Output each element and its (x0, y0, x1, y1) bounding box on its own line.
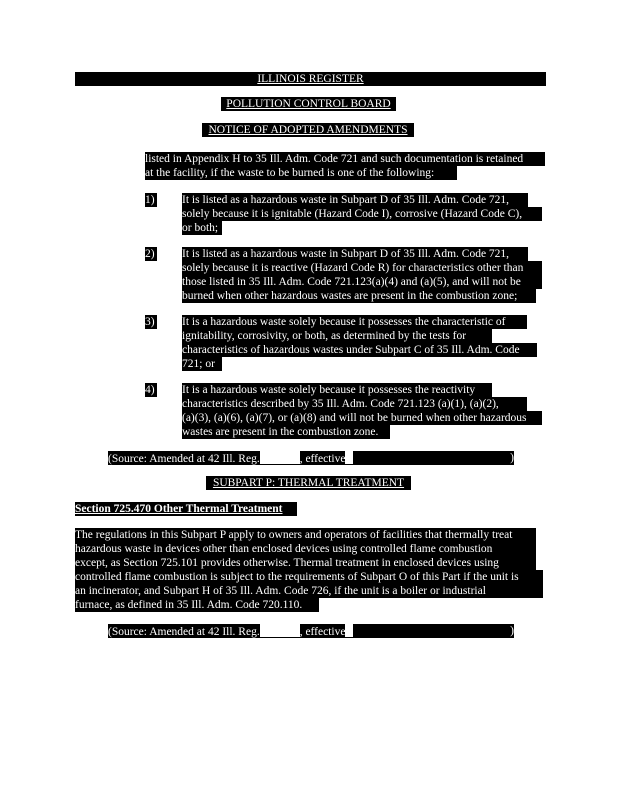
intro-line-2: at the facility, if the waste to be burned is one of the following: (145, 166, 457, 180)
source-middle: , effective (299, 626, 346, 638)
body-line-3: except, as Section 725.101 provides otherwise. Thermal treatment in enclosed devices using (75, 556, 536, 570)
board-header (221, 97, 396, 111)
section-heading: Section 725.470 Other Thermal Treatment (75, 502, 297, 516)
list-item-number: 1) (145, 193, 157, 207)
list-item-2-line-3: those listed in 35 Ill. Adm. Code 721.123(a)(4) and (a)(5), and will not be (182, 275, 542, 289)
register-title: ILLINOIS REGISTER (257, 73, 364, 85)
list-item-2-line-2: solely because it is reactive (Hazard Code R) for characteristics other than (182, 261, 542, 275)
list-item-1-line-1: It is listed as a hazardous waste in Subpart D of 35 Ill. Adm. Code 721, (182, 193, 528, 207)
list-item-3-line-1: It is a hazardous waste solely because it possesses the characteristic of (182, 315, 527, 329)
body-line-4: controlled flame combustion is subject to the requirements of Subpart O of this Part if the unit is (75, 570, 543, 584)
date-blank (260, 624, 300, 637)
body-line-2: hazardous waste in devices other than enclosed devices using controlled flame combustion (75, 542, 536, 556)
list-item-1-line-3: or both; (182, 221, 222, 235)
list-item-3-line-4: 721; or (182, 357, 222, 371)
board-title: POLLUTION CONTROL BOARD (226, 98, 391, 110)
source-prefix: (Source: Amended at 42 Ill. Reg. (108, 626, 260, 638)
list-item-number: 2) (145, 247, 157, 261)
list-item-number: 4) (145, 383, 157, 397)
date-blank (260, 451, 300, 464)
list-item-2-line-4: burned when other hazardous wastes are present in the combustion zone; (182, 289, 536, 303)
subpart-heading: SUBPART P: THERMAL TREATMENT (206, 476, 411, 490)
list-item-3-line-2: ignitability, corrosivity, or both, as determined by the tests for (182, 329, 492, 343)
body-line-6: furnace, as defined in 35 Ill. Adm. Code 720.110. (75, 598, 319, 612)
source-middle: , effective (299, 453, 346, 465)
source-prefix: (Source: Amended at 42 Ill. Reg. (108, 453, 260, 465)
list-item-4-line-3: (a)(3), (a)(6), (a)(7), or (a)(8) and will not be burned when other hazardous (182, 411, 542, 425)
body-line-5: an incinerator, and Subpart H of 35 Ill. Adm. Code 726, if the unit is a boiler or industrial (75, 584, 543, 598)
intro-line-1: listed in Appendix H to 35 Ill. Adm. Code 721 and such documentation is retained (145, 152, 545, 166)
source-note-2 (108, 624, 514, 638)
notice-title: NOTICE OF ADOPTED AMENDMENTS (208, 124, 408, 136)
list-item-2-line-1: It is listed as a hazardous waste in Subpart D of 35 Ill. Adm. Code 721, (182, 247, 528, 261)
register-header (75, 72, 546, 86)
list-item-number: 3) (145, 315, 157, 329)
source-note-1 (108, 451, 514, 465)
list-item-4-line-1: It is a hazardous waste solely because it possesses the reactivity (182, 383, 492, 397)
list-item-1-line-2: solely because it is ignitable (Hazard Code I), corrosive (Hazard Code C), (182, 207, 542, 221)
date-blank (345, 451, 353, 464)
date-blank (345, 624, 353, 637)
list-item-4-line-4: wastes are present in the combustion zone. (182, 425, 390, 439)
source-end: ) (510, 452, 514, 464)
list-item-4-line-2: characteristics described by 35 Ill. Adm. Code 721.123 (a)(1), (a)(2), (182, 397, 527, 411)
source-end: ) (510, 625, 514, 637)
notice-header (202, 123, 414, 137)
list-item-3-line-3: characteristics of hazardous wastes under Subpart C of 35 Ill. Adm. Code (182, 343, 537, 357)
body-line-1: The regulations in this Subpart P apply to owners and operators of facilities that thermally treat (75, 528, 536, 542)
